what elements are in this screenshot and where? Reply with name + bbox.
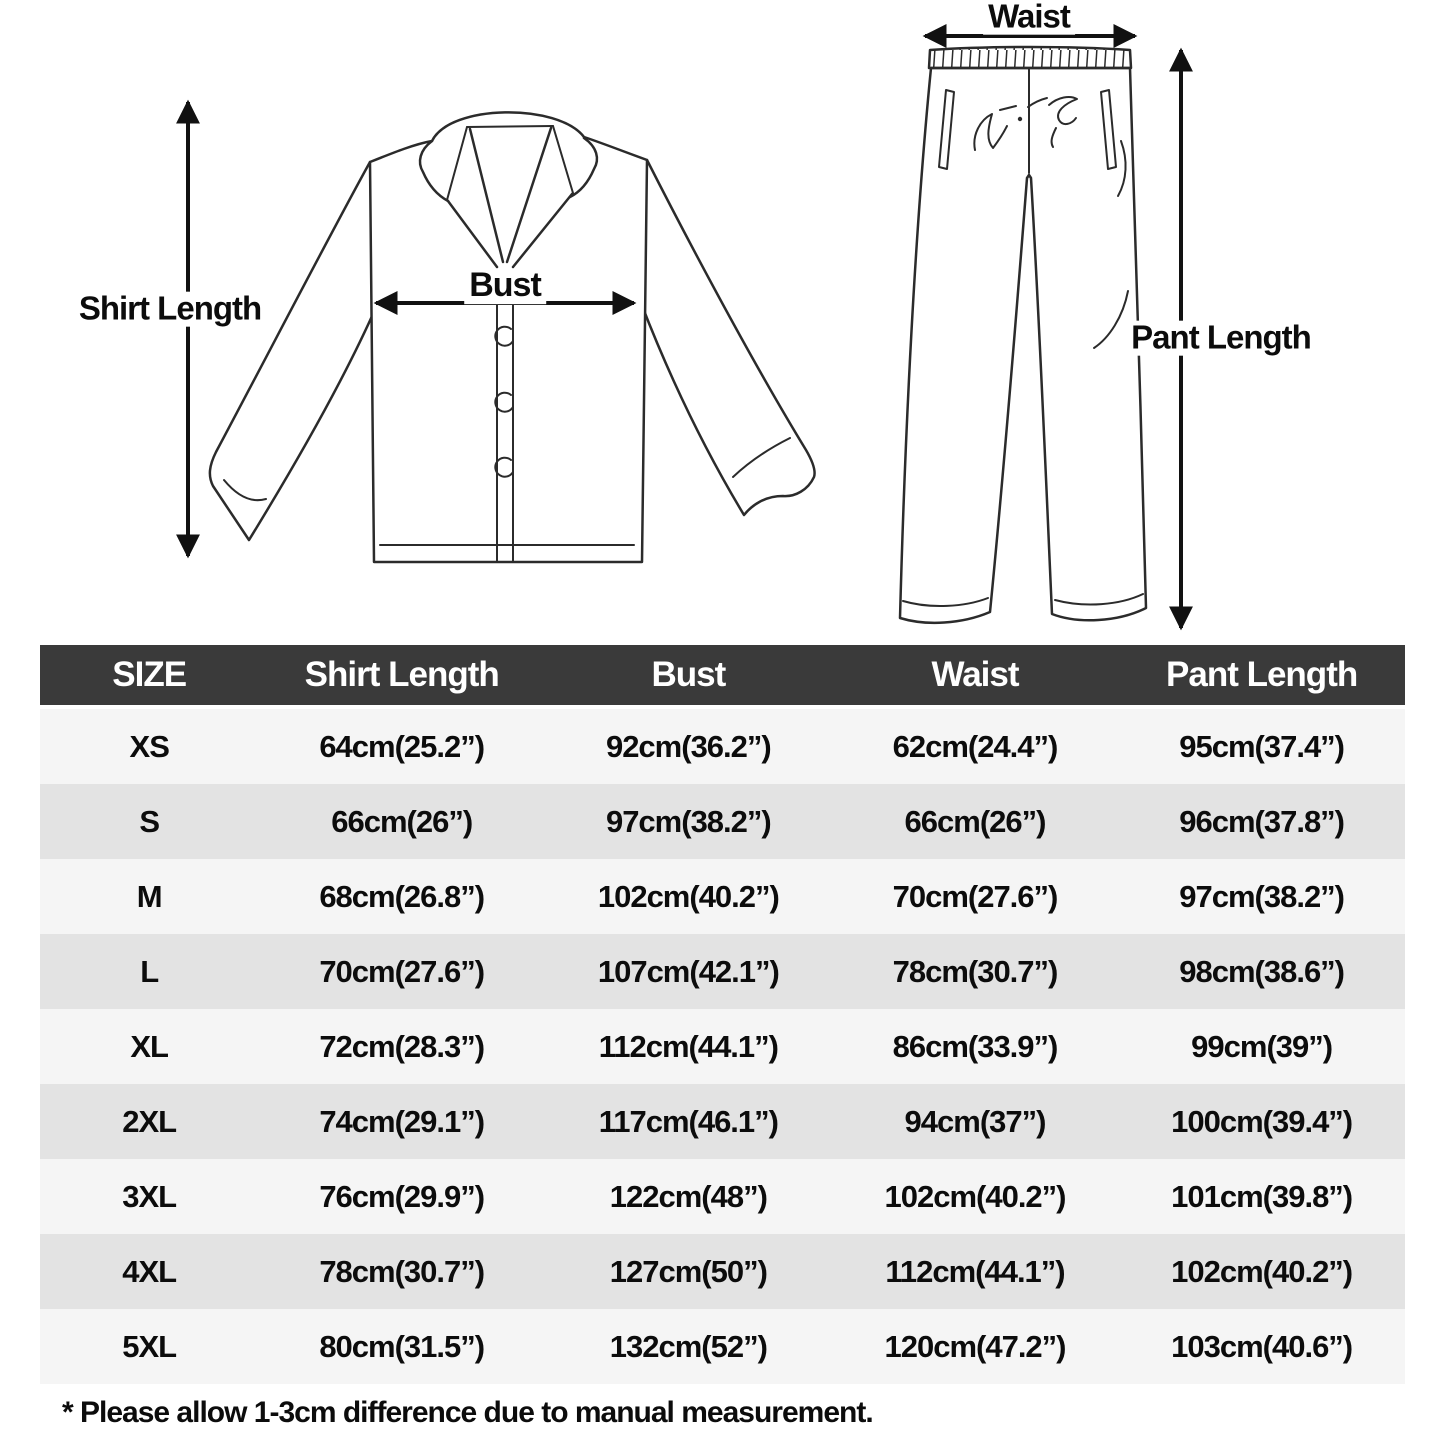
- column-header-shirt-length: Shirt Length: [304, 655, 499, 694]
- size-cell: 78cm(30.7”): [892, 953, 1058, 989]
- size-cell: 112cm(44.1”): [598, 1028, 778, 1064]
- size-cell: 80cm(31.5”): [319, 1328, 485, 1364]
- pajama-pants-drawing: [900, 47, 1146, 623]
- size-cell: 78cm(30.7”): [319, 1253, 485, 1289]
- size-cell: L: [140, 953, 159, 989]
- size-cell: 66cm(26”): [331, 803, 473, 839]
- size-cell: 98cm(38.6”): [1179, 953, 1345, 989]
- bust-label: Bust: [464, 268, 546, 304]
- size-row-5xl: [40, 1309, 1405, 1384]
- column-header-size: SIZE: [112, 655, 187, 694]
- size-row-4xl: [40, 1234, 1405, 1309]
- size-cell: 120cm(47.2”): [884, 1328, 1066, 1364]
- size-cell: 70cm(27.6”): [319, 953, 485, 989]
- size-row-2xl: [40, 1084, 1405, 1159]
- size-cell: 70cm(27.6”): [892, 878, 1058, 914]
- size-table-header: [40, 645, 1405, 709]
- size-cell: 62cm(24.4”): [892, 728, 1058, 764]
- size-cell: 103cm(40.6”): [1171, 1328, 1353, 1364]
- size-cell: XL: [130, 1028, 168, 1064]
- size-cell: 107cm(42.1”): [597, 953, 779, 989]
- size-cell: 72cm(28.3”): [319, 1028, 485, 1064]
- size-cell: 3XL: [122, 1178, 177, 1214]
- size-cell: 102cm(40.2”): [1171, 1253, 1353, 1289]
- size-row-m: [40, 859, 1405, 934]
- pajama-shirt-drawing: [210, 112, 815, 562]
- size-cell: 94cm(37”): [904, 1103, 1046, 1139]
- size-cell: 86cm(33.9”): [892, 1028, 1058, 1064]
- size-cell: 117cm(46.1”): [598, 1103, 778, 1139]
- size-row-l: [40, 934, 1405, 1009]
- size-table: [40, 645, 1405, 1384]
- measurement-diagram: [0, 0, 1445, 645]
- size-cell: 76cm(29.9”): [319, 1178, 485, 1214]
- size-cell: 4XL: [122, 1253, 177, 1289]
- size-row-xs: [40, 709, 1405, 784]
- size-cell: 122cm(48”): [609, 1178, 767, 1214]
- size-cell: 92cm(36.2”): [605, 728, 771, 764]
- size-cell: M: [136, 878, 162, 914]
- size-row-xl: [40, 1009, 1405, 1084]
- size-cell: 95cm(37.4”): [1179, 728, 1345, 764]
- size-cell: 97cm(38.2”): [1179, 878, 1345, 914]
- size-row-s: [40, 784, 1405, 859]
- size-cell: 74cm(29.1”): [319, 1103, 485, 1139]
- size-cell: 2XL: [122, 1103, 177, 1139]
- size-cell: S: [139, 803, 160, 839]
- shirt-length-label: Shirt Length: [74, 292, 266, 327]
- size-cell: 97cm(38.2”): [605, 803, 771, 839]
- size-cell: 127cm(50”): [609, 1253, 767, 1289]
- size-cell: 96cm(37.8”): [1179, 803, 1345, 839]
- size-cell: 102cm(40.2”): [597, 878, 779, 914]
- size-cell: 101cm(39.8”): [1171, 1178, 1353, 1214]
- size-cell: 112cm(44.1”): [885, 1253, 1065, 1289]
- size-cell: 5XL: [122, 1328, 177, 1364]
- size-row-3xl: [40, 1159, 1405, 1234]
- waist-label: Waist: [983, 0, 1075, 34]
- size-cell: 99cm(39”): [1191, 1028, 1333, 1064]
- size-cell: 100cm(39.4”): [1171, 1103, 1353, 1139]
- size-cell: 64cm(25.2”): [319, 728, 485, 764]
- size-cell: 132cm(52”): [609, 1328, 767, 1364]
- size-cell: XS: [129, 728, 169, 764]
- column-header-pant-length: Pant Length: [1166, 655, 1358, 694]
- size-cell: 66cm(26”): [904, 803, 1046, 839]
- measurement-note: * Please allow 1-3cm difference due to manual measurement.: [62, 1396, 873, 1429]
- pant-length-label: Pant Length: [1126, 321, 1316, 356]
- size-cell: 102cm(40.2”): [884, 1178, 1066, 1214]
- column-header-waist: Waist: [931, 655, 1019, 694]
- column-header-bust: Bust: [651, 655, 726, 694]
- size-cell: 68cm(26.8”): [319, 878, 485, 914]
